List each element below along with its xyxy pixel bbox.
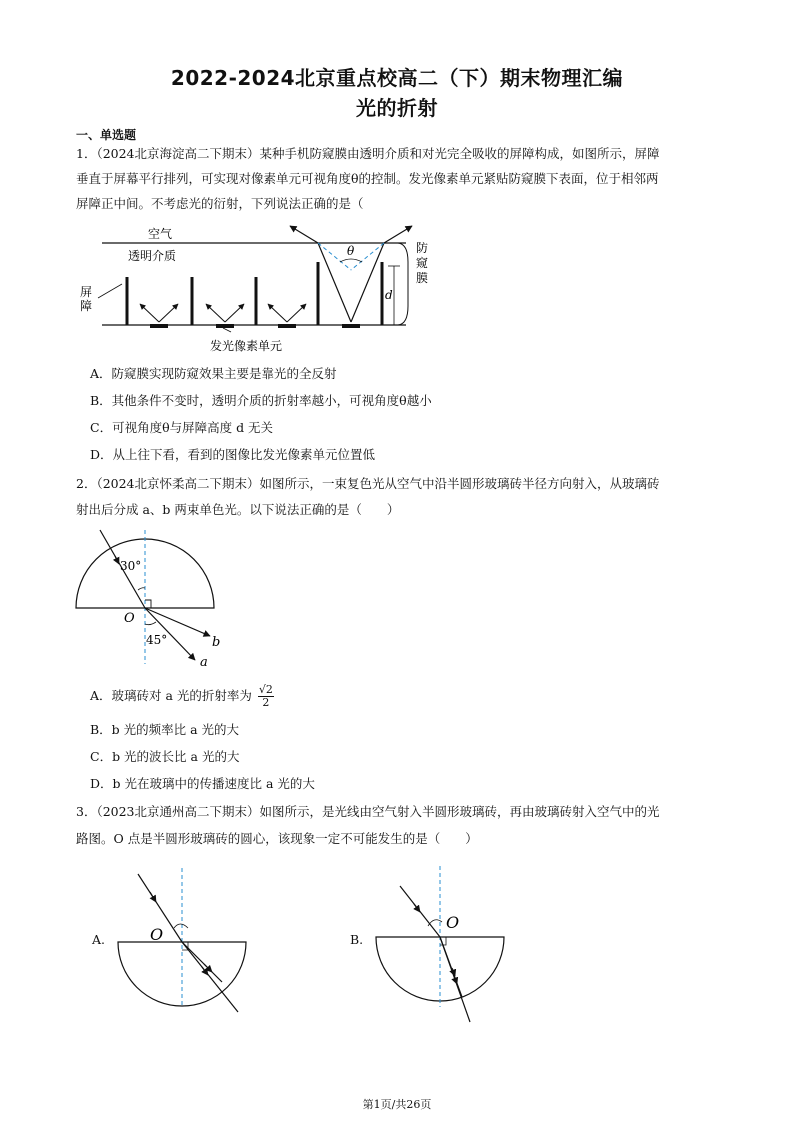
q2-fraction-denominator: 2 [262, 696, 270, 709]
page-title: 2022-2024北京重点校高二（下）期末物理汇编 [170, 66, 624, 90]
q3-b-point-o: O [446, 913, 460, 932]
q2-option-a [90, 684, 274, 709]
q2-figure [70, 524, 230, 669]
q3-figure-b [370, 862, 520, 1027]
q2-angle-30: 30° [120, 559, 142, 573]
q2-stem-line2: 射出后分成 a、b 两束单色光。以下说法正确的是（ ） [76, 502, 400, 517]
q1-d-label: d [385, 288, 393, 302]
q2-ray-a: a [200, 655, 208, 669]
section-heading: 一、单选题 [76, 128, 137, 142]
q2-option-c: C．b 光的波长比 a 光的大 [90, 749, 240, 764]
q1-stem-line3: 屏障正中间。不考虑光的衍射，下列说法正确的是（ [76, 196, 364, 211]
q1-option-d: D．从上往下看，看到的图像比发光像素单元位置低 [90, 447, 376, 462]
q2-stem-line1: 2．（2024北京怀柔高二下期末）如图所示，一束复色光从空气中沿半圆形玻璃砖半径方向射入，从玻璃砖 [76, 476, 660, 491]
q1-film-label: 防 [416, 241, 429, 255]
q1-figure [76, 222, 446, 357]
page-subtitle: 光的折射 [356, 96, 438, 120]
q1-air-label: 空气 [148, 227, 173, 241]
q3-figure-a [112, 862, 262, 1022]
q1-barrier-label-2: 障 [80, 299, 93, 313]
q1-medium-label: 透明介质 [128, 249, 177, 263]
q1-option-a: A．防窥膜实现防窥效果主要是靠光的全反射 [90, 366, 337, 381]
q2-angle-45: 45° [146, 633, 168, 647]
q1-pixel-label: 发光像素单元 [210, 339, 283, 353]
q2-ray-b: b [212, 635, 221, 650]
page-footer: 第1页/共26页 [362, 1098, 432, 1111]
q2-option-a-fraction [258, 684, 274, 709]
q3-option-a-label: A. [92, 932, 106, 947]
q1-barrier-label: 屏 [80, 285, 93, 299]
q1-stem-line2: 垂直于屏幕平行排列，可实现对像素单元可视角度θ的控制。发光像素单元紧贴防窥膜下表面，位于相邻两 [76, 171, 659, 186]
q2-option-a-text: A．玻璃砖对 a 光的折射率为 [90, 688, 252, 703]
q3-option-b-label: B. [350, 932, 364, 947]
q2-fraction-numerator: √2 [258, 683, 273, 696]
q3-stem-line2: 路图。O 点是半圆形玻璃砖的圆心，该现象一定不可能发生的是（ ） [76, 831, 478, 846]
q1-option-b: B．其他条件不变时，透明介质的折射率越小，可视角度θ越小 [90, 393, 432, 408]
q2-option-d: D．b 光在玻璃中的传播速度比 a 光的大 [90, 776, 315, 791]
q2-option-b: B．b 光的频率比 a 光的大 [90, 722, 240, 737]
q3-stem-line1: 3．（2023北京通州高二下期末）如图所示，是光线由空气射入半圆形玻璃砖，再由玻璃砖射入空气中的光 [76, 804, 660, 819]
q3-a-point-o: O [150, 925, 164, 944]
q1-stem-line1: 1．（2024北京海淀高二下期末）某种手机防窥膜由透明介质和对光完全吸收的屏障构成，如图所示，屏障 [76, 146, 660, 161]
q1-film-label-3: 膜 [416, 271, 429, 285]
q1-theta-label: θ [347, 244, 355, 258]
q1-option-c: C．可视角度θ与屏障高度 d 无关 [90, 420, 274, 435]
q1-film-label-2: 窥 [416, 256, 429, 270]
q2-point-o: O [124, 611, 135, 626]
